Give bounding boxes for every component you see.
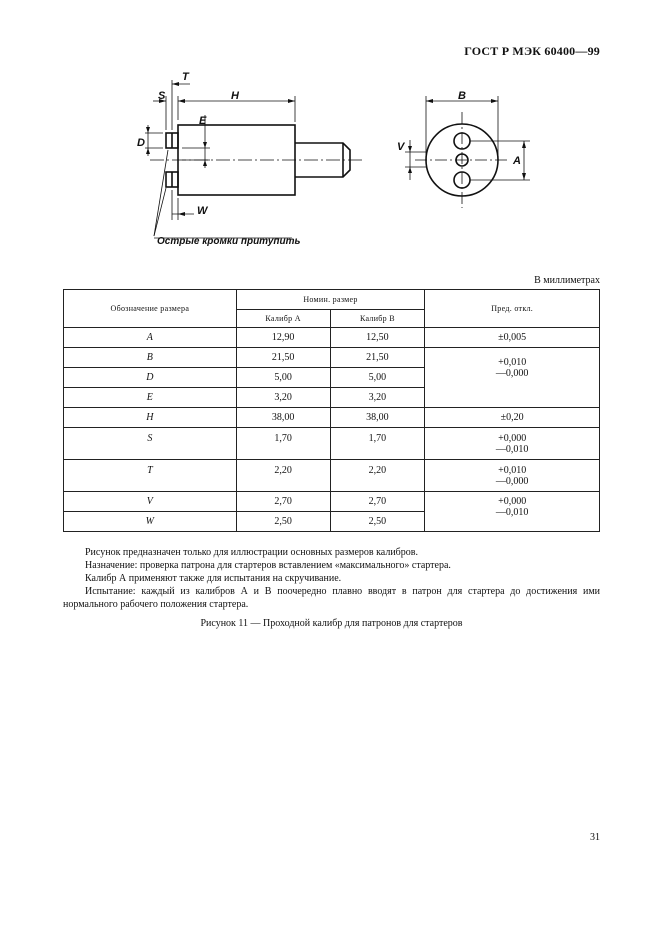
tolerance-upper: +0,010 — [498, 464, 527, 476]
dim-name: W — [64, 512, 237, 532]
tolerance-lower: —0,010 — [495, 507, 529, 518]
label-w: W — [197, 205, 208, 217]
gauge-b-value: 2,70 — [330, 492, 425, 512]
gauge-a-value: 38,00 — [236, 408, 330, 428]
figure-caption: Рисунок 11 — Проходной калибр для патронов для стартеров — [200, 618, 463, 629]
gauge-a-value: 1,70 — [236, 428, 330, 460]
dim-name: V — [64, 492, 237, 512]
dim-name: T — [64, 460, 237, 492]
tolerance-lower: —0,000 — [495, 475, 529, 487]
note-paragraph: Рисунок предназначен только для иллюстрации основных размеров калибров. — [85, 547, 418, 558]
tolerance — [425, 460, 600, 492]
tolerance-upper: +0,000 — [498, 432, 527, 444]
note-paragraph: Калибр А применяют также для испытания на скручивание. — [85, 573, 342, 584]
col-tolerance: Пред. откл. — [425, 290, 600, 328]
gauge-a-value: 2,70 — [236, 492, 330, 512]
col-gauge-a: Калибр А — [236, 310, 330, 328]
col-nominal: Номин. размер — [236, 290, 425, 310]
gauge-b-value: 1,70 — [330, 428, 425, 460]
table-row — [64, 328, 600, 348]
label-s: S — [158, 90, 166, 102]
tolerance-lower: —0,010 — [495, 443, 529, 455]
tolerance-upper: +0,010 — [498, 356, 527, 368]
notes — [63, 546, 600, 611]
dim-name: S — [64, 428, 237, 460]
label-b: B — [458, 90, 466, 102]
label-v: V — [397, 141, 405, 153]
gauge-b-value: 12,50 — [330, 328, 425, 348]
gauge-b-value: 21,50 — [330, 348, 425, 368]
tolerance-lower: —0,000 — [495, 367, 529, 379]
label-t: T — [182, 71, 189, 83]
tolerance — [425, 428, 600, 460]
table-row — [64, 460, 600, 492]
gauge-b-value: 38,00 — [330, 408, 425, 428]
note-paragraph: Назначение: проверка патрона для стартеров вставлением «максимального» стартера. — [85, 560, 451, 571]
gauge-b-value: 2,50 — [330, 512, 425, 532]
edge-note: Острые кромки притупить — [157, 236, 301, 247]
table-row — [64, 428, 600, 460]
note-paragraph: Испытание: каждый из калибров А и В поочередно плавно вводят в патрон для стартера до достижения ими нормального рабочего положения стартера. — [63, 586, 600, 610]
gauge-a-value: 2,50 — [236, 512, 330, 532]
dim-name: H — [64, 408, 237, 428]
dim-name: B — [64, 348, 237, 368]
page-number: 31 — [590, 832, 600, 843]
table-row — [64, 408, 600, 428]
gauge-a-value: 21,50 — [236, 348, 330, 368]
gauge-a-value: 2,20 — [236, 460, 330, 492]
dim-name: A — [64, 328, 237, 348]
tolerance-upper: +0,000 — [498, 496, 527, 507]
dimensions-table — [63, 289, 600, 532]
gauge-b-value: 3,20 — [330, 388, 425, 408]
label-h: H — [231, 90, 239, 102]
tolerance: ±0,005 — [425, 328, 600, 348]
col-designation: Обозначение размера — [64, 290, 237, 328]
label-e: E — [199, 115, 207, 127]
col-gauge-b: Калибр В — [330, 310, 425, 328]
gauge-a-value: 12,90 — [236, 328, 330, 348]
gauge-b-value: 2,20 — [330, 460, 425, 492]
document-header: ГОСТ Р МЭК 60400—99 — [464, 44, 600, 58]
label-a: A — [513, 155, 521, 167]
label-d: D — [137, 137, 145, 149]
table-row — [64, 492, 600, 512]
tolerance — [425, 492, 600, 532]
tolerance — [425, 348, 600, 408]
table-row — [64, 348, 600, 368]
units-note: В миллиметрах — [534, 275, 600, 286]
dim-name: E — [64, 388, 237, 408]
gauge-a-value: 5,00 — [236, 368, 330, 388]
gauge-b-value: 5,00 — [330, 368, 425, 388]
gauge-drawing — [0, 0, 661, 260]
tolerance: ±0,20 — [425, 408, 600, 428]
dim-name: D — [64, 368, 237, 388]
gauge-a-value: 3,20 — [236, 388, 330, 408]
